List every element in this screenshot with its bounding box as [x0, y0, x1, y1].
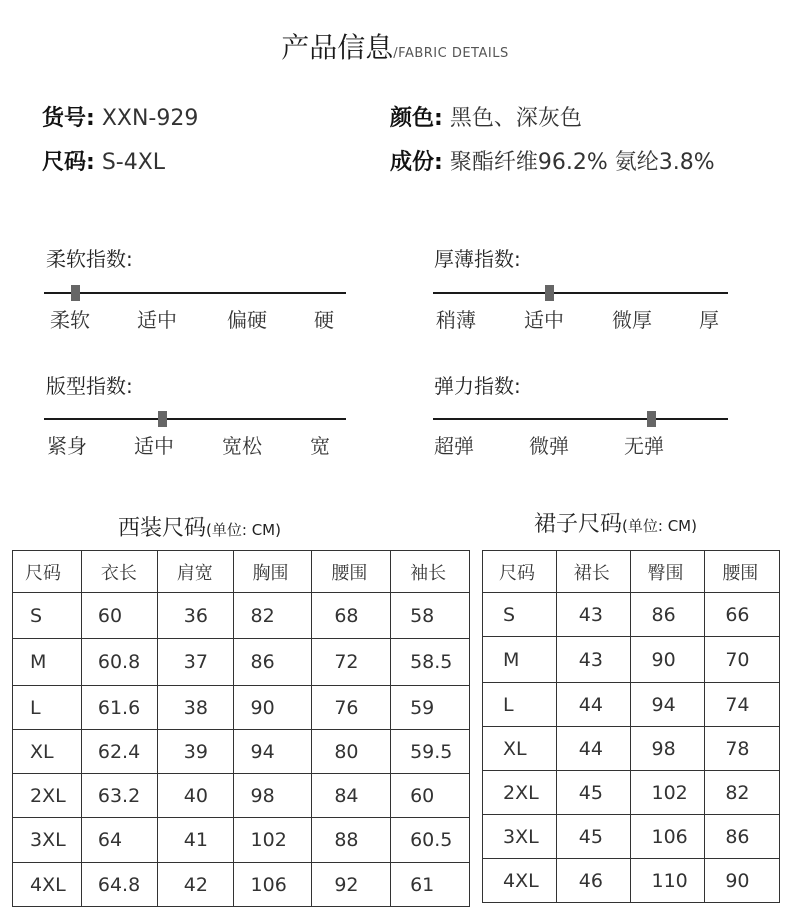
table-cell: 76 — [312, 686, 391, 730]
table-cell: 60.8 — [81, 639, 157, 686]
table-cell: 60.5 — [391, 818, 470, 863]
item-no-value: XXN-929 — [101, 106, 199, 131]
table-cell: 41 — [157, 818, 233, 863]
table-cell: 4XL — [13, 863, 82, 907]
table-cell: 84 — [312, 774, 391, 818]
info-item-no: 货号: XXN-929 — [42, 106, 199, 131]
item-no-label: 货号 — [42, 106, 87, 131]
softness-tick: 柔软 — [50, 308, 90, 332]
table-cell: 3XL — [13, 818, 82, 863]
thickness-tick: 稍薄 — [436, 308, 476, 332]
table-cell: 106 — [233, 863, 312, 907]
table-cell: 98 — [630, 727, 705, 771]
table-cell: XL — [13, 730, 82, 774]
table-cell: 43 — [556, 593, 630, 637]
suit-title-text: 西装尺码 — [118, 516, 207, 541]
table-cell: S — [13, 593, 82, 639]
table-row — [13, 593, 470, 639]
table-row — [13, 863, 470, 907]
size-label: 尺码 — [42, 150, 87, 175]
table-cell: 42 — [157, 863, 233, 907]
table-header-cell: 胸围 — [233, 551, 312, 593]
table-cell: 72 — [312, 639, 391, 686]
table-cell: 74 — [705, 683, 780, 727]
table-cell: 66 — [705, 593, 780, 637]
table-row — [483, 727, 780, 771]
table-cell: 46 — [556, 859, 630, 903]
softness-tick: 硬 — [314, 308, 334, 332]
fit-tick: 紧身 — [47, 434, 87, 458]
table-row — [13, 686, 470, 730]
table-cell: 90 — [705, 859, 780, 903]
table-header-cell: 衣长 — [81, 551, 157, 593]
elasticity-label: 弹力指数: — [434, 374, 521, 398]
table-cell: 82 — [233, 593, 312, 639]
table-cell: 92 — [312, 863, 391, 907]
table-cell: 39 — [157, 730, 233, 774]
elasticity-marker — [647, 411, 656, 427]
page-title — [0, 26, 790, 66]
elasticity-tick: 超弹 — [434, 434, 474, 458]
title-subtitle: /FABRIC DETAILS — [393, 46, 509, 61]
elasticity-tick: 无弹 — [624, 434, 664, 458]
softness-marker — [71, 285, 80, 301]
table-cell: 110 — [630, 859, 705, 903]
elasticity-scale — [433, 418, 728, 420]
elasticity-tick: 微弹 — [529, 434, 569, 458]
fit-label: 版型指数: — [46, 374, 133, 398]
material-label: 成份 — [390, 150, 435, 175]
table-cell: 60 — [391, 774, 470, 818]
table-cell: 43 — [556, 637, 630, 683]
suit-table-title — [118, 511, 281, 542]
table-cell: L — [13, 686, 82, 730]
info-color: 颜色: 黑色、深灰色 — [390, 106, 582, 131]
table-row — [13, 639, 470, 686]
table-cell: 60 — [81, 593, 157, 639]
table-header-cell: 肩宽 — [157, 551, 233, 593]
table-header-cell: 袖长 — [391, 551, 470, 593]
softness-scale — [44, 292, 346, 294]
table-row — [13, 774, 470, 818]
table-cell: 80 — [312, 730, 391, 774]
table-cell: 102 — [233, 818, 312, 863]
table-cell: 3XL — [483, 815, 557, 859]
table-cell: 37 — [157, 639, 233, 686]
table-cell: 38 — [157, 686, 233, 730]
table-cell: 94 — [233, 730, 312, 774]
table-cell: 4XL — [483, 859, 557, 903]
table-row — [483, 771, 780, 815]
table-cell: 86 — [630, 593, 705, 637]
table-row — [13, 730, 470, 774]
table-cell: 2XL — [483, 771, 557, 815]
table-row — [483, 815, 780, 859]
table-row — [483, 593, 780, 637]
table-cell: 59.5 — [391, 730, 470, 774]
softness-tick: 偏硬 — [227, 308, 267, 332]
thickness-label: 厚薄指数: — [434, 247, 521, 271]
softness-tick: 适中 — [137, 308, 177, 332]
color-value: 黑色、深灰色 — [449, 106, 582, 131]
table-cell: 102 — [630, 771, 705, 815]
table-cell: 58 — [391, 593, 470, 639]
table-cell: 59 — [391, 686, 470, 730]
table-cell: 86 — [705, 815, 780, 859]
fit-tick: 宽 — [310, 434, 330, 458]
table-row — [13, 818, 470, 863]
table-header-cell: 腰围 — [312, 551, 391, 593]
table-cell: 88 — [312, 818, 391, 863]
material-value: 聚酯纤维96.2% 氨纶3.8% — [449, 150, 715, 175]
table-cell: 90 — [233, 686, 312, 730]
table-cell: 82 — [705, 771, 780, 815]
thickness-tick: 适中 — [524, 308, 564, 332]
softness-label: 柔软指数: — [46, 247, 133, 271]
table-cell: 40 — [157, 774, 233, 818]
table-header-cell: 尺码 — [483, 551, 557, 593]
table-cell: M — [13, 639, 82, 686]
fit-tick: 宽松 — [222, 434, 262, 458]
table-cell: L — [483, 683, 557, 727]
table-cell: 45 — [556, 815, 630, 859]
table-cell: 98 — [233, 774, 312, 818]
table-header-cell: 腰围 — [705, 551, 780, 593]
table-cell: XL — [483, 727, 557, 771]
table-cell: 45 — [556, 771, 630, 815]
skirt-size-table — [482, 550, 780, 903]
table-cell: 70 — [705, 637, 780, 683]
table-row — [483, 859, 780, 903]
table-cell: 86 — [233, 639, 312, 686]
thickness-scale — [433, 292, 728, 294]
table-header-cell: 臀围 — [630, 551, 705, 593]
table-header-cell: 尺码 — [13, 551, 82, 593]
table-cell: 64.8 — [81, 863, 157, 907]
fit-marker — [158, 411, 167, 427]
table-cell: 64 — [81, 818, 157, 863]
thickness-tick: 厚 — [699, 308, 719, 332]
table-cell: 44 — [556, 683, 630, 727]
table-cell: 94 — [630, 683, 705, 727]
suit-unit-text: (单位: CM) — [206, 521, 281, 539]
table-header-row — [483, 551, 780, 593]
table-cell: 61 — [391, 863, 470, 907]
table-header-row — [13, 551, 470, 593]
table-cell: 90 — [630, 637, 705, 683]
table-cell: 78 — [705, 727, 780, 771]
skirt-title-text: 裙子尺码 — [534, 512, 623, 537]
suit-size-table — [12, 550, 470, 907]
thickness-tick: 微厚 — [612, 308, 652, 332]
info-size: 尺码: S-4XL — [42, 150, 166, 175]
table-cell: 68 — [312, 593, 391, 639]
table-cell: M — [483, 637, 557, 683]
table-cell: 63.2 — [81, 774, 157, 818]
size-value: S-4XL — [101, 150, 166, 175]
skirt-unit-text: (单位: CM) — [622, 517, 697, 535]
table-cell: 106 — [630, 815, 705, 859]
table-cell: 62.4 — [81, 730, 157, 774]
table-header-cell: 裙长 — [556, 551, 630, 593]
table-cell: 61.6 — [81, 686, 157, 730]
info-material: 成份: 聚酯纤维96.2% 氨纶3.8% — [390, 150, 715, 175]
table-cell: 2XL — [13, 774, 82, 818]
title-main: 产品信息 — [281, 31, 394, 64]
fit-scale — [44, 418, 346, 420]
skirt-table-title — [534, 507, 697, 538]
table-cell: 44 — [556, 727, 630, 771]
table-cell: 58.5 — [391, 639, 470, 686]
fit-tick: 适中 — [134, 434, 174, 458]
thickness-marker — [545, 285, 554, 301]
table-row — [483, 683, 780, 727]
color-label: 颜色 — [390, 106, 435, 131]
table-cell: S — [483, 593, 557, 637]
table-cell: 36 — [157, 593, 233, 639]
table-row — [483, 637, 780, 683]
